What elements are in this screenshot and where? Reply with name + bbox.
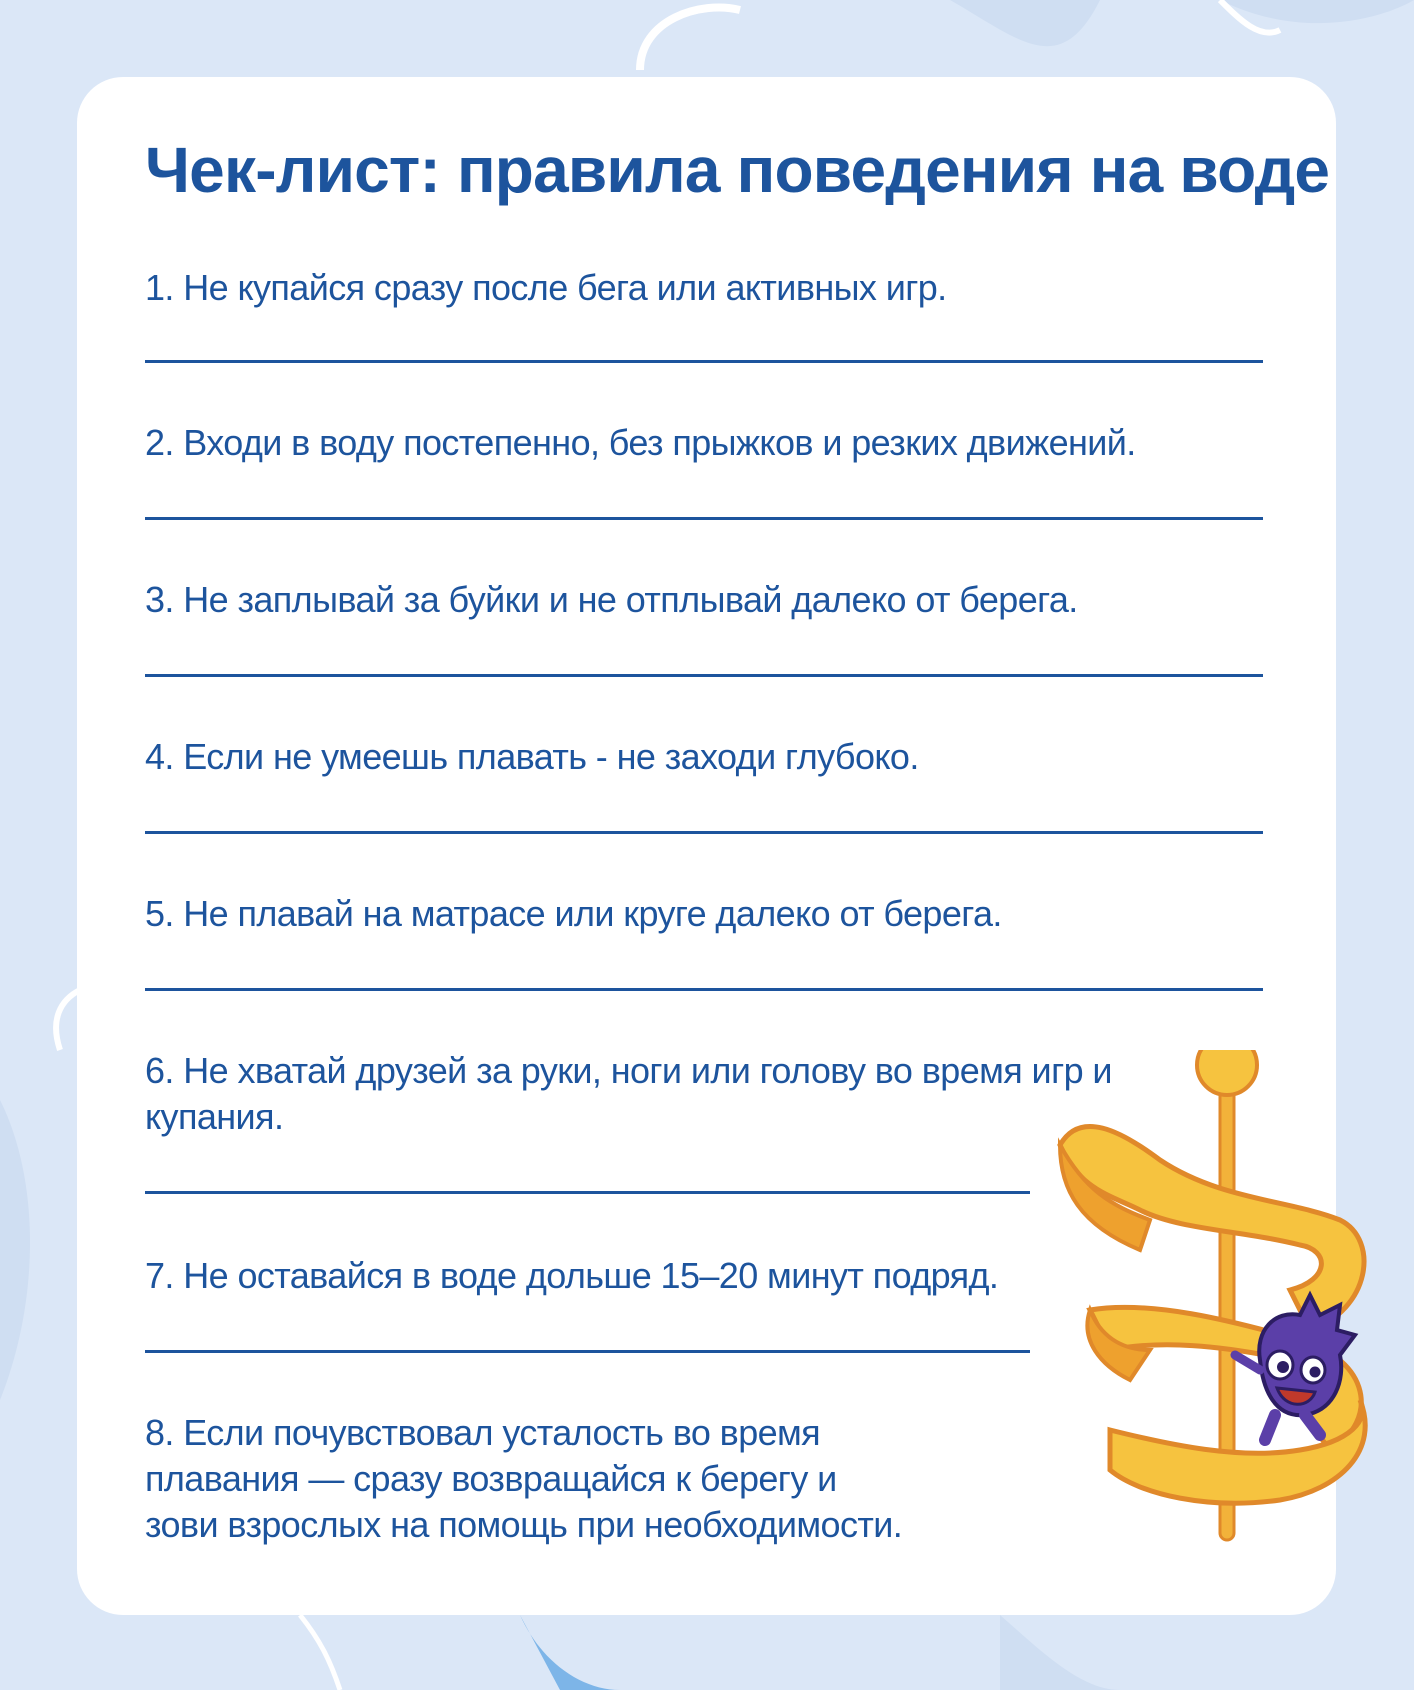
page-title: Чек-лист: правила поведения на воде bbox=[145, 134, 1330, 206]
rule-text: Если почувствовал усталость во время плавания — сразу возвращайся к берегу и зови взрослых на помощь при необходимости. bbox=[145, 1412, 903, 1545]
rule-item-1 bbox=[145, 265, 947, 311]
rule-number: 1. bbox=[145, 267, 174, 308]
rule-number: 4. bbox=[145, 736, 174, 777]
rule-number: 3. bbox=[145, 579, 174, 620]
divider-line bbox=[145, 1350, 1030, 1353]
divider-line bbox=[145, 988, 1263, 991]
rule-number: 5. bbox=[145, 893, 174, 934]
rule-number: 8. bbox=[145, 1412, 174, 1453]
rule-text: Не купайся сразу после бега или активных игр. bbox=[183, 267, 947, 308]
rule-item-2 bbox=[145, 420, 1136, 466]
rule-text: Входи в воду постепенно, без прыжков и резких движений. bbox=[183, 422, 1136, 463]
rule-number: 2. bbox=[145, 422, 174, 463]
divider-line bbox=[145, 674, 1263, 677]
rule-text: Не хватай друзей за руки, ноги или голову во время игр и купания. bbox=[145, 1050, 1112, 1137]
divider-line bbox=[145, 1191, 1030, 1194]
water-slide-with-character-icon bbox=[1040, 1050, 1414, 1550]
divider-line bbox=[145, 517, 1263, 520]
rule-number: 7. bbox=[145, 1255, 174, 1296]
rule-item-7 bbox=[145, 1253, 998, 1299]
rule-number: 6. bbox=[145, 1050, 174, 1091]
rule-item-4 bbox=[145, 734, 919, 780]
rule-item-5 bbox=[145, 891, 1002, 937]
rule-item-3 bbox=[145, 577, 1078, 623]
rule-text: Не оставайся в воде дольше 15–20 минут подряд. bbox=[183, 1255, 999, 1296]
rule-text: Не заплывай за буйки и не отплывай далеко от берега. bbox=[183, 579, 1078, 620]
divider-line bbox=[145, 360, 1263, 363]
rule-text: Не плавай на матрасе или круге далеко от берега. bbox=[183, 893, 1002, 934]
rule-item-6 bbox=[145, 1048, 1125, 1140]
rule-text: Если не умеешь плавать - не заходи глубоко. bbox=[183, 736, 919, 777]
divider-line bbox=[145, 831, 1263, 834]
rule-item-8 bbox=[145, 1410, 915, 1548]
